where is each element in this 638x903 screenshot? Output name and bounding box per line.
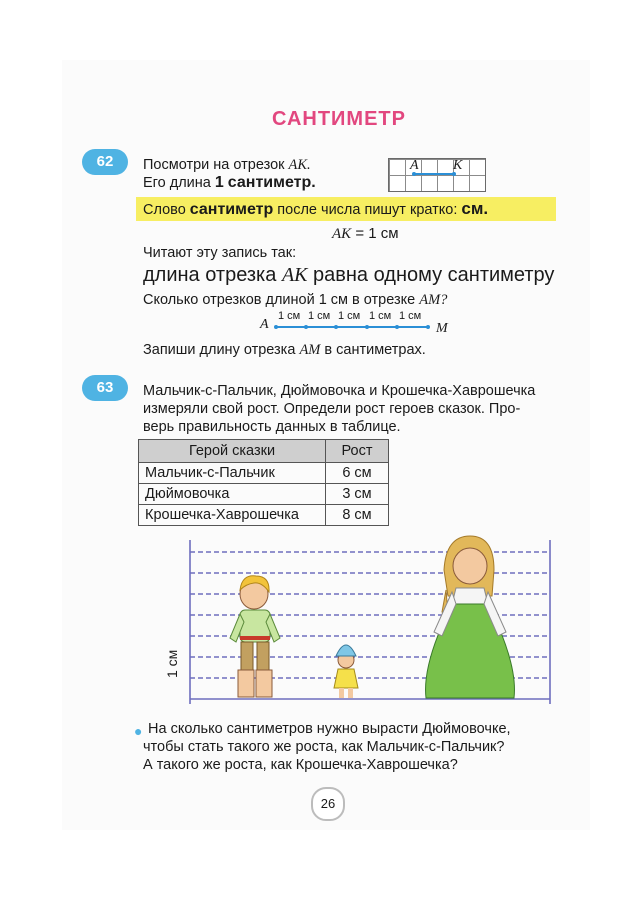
scale-label: 1 см	[164, 649, 180, 678]
read-big-line: длина отрезка АК равна одному сантиметру	[143, 264, 555, 286]
task-62-badge: 62	[82, 149, 128, 175]
table-row	[139, 463, 389, 484]
segment-mark: 1 см	[278, 310, 301, 322]
read-intro: Читают эту запись так:	[143, 245, 297, 261]
grid-label-a: A	[410, 158, 419, 173]
task-63-line-3: верь правильность данных в таблице.	[143, 419, 401, 435]
table-row	[139, 484, 389, 505]
bottom-question-line-3: А такого же роста, как Крошечка-Хаврошечка?	[143, 757, 458, 773]
grid-label-k: K	[453, 158, 463, 173]
table-cell-height: 6 см	[326, 463, 389, 484]
table-row	[139, 505, 389, 526]
task-63-line-1: Мальчик-с-Пальчик, Дюймовочка и Крошечка-Хаврошечка	[143, 383, 536, 399]
table-cell-hero: Мальчик-с-Пальчик	[139, 463, 326, 484]
task-63-line-2: измеряли свой рост. Определи рост героев сказок. Про-	[143, 401, 521, 417]
task-63-badge: 63	[82, 375, 128, 401]
table-header-row	[139, 440, 389, 463]
task-62-instruction: Запиши длину отрезка АМ в сантиметрах.	[143, 342, 426, 358]
segment-mark: 1 см	[369, 310, 392, 322]
bottom-question-line-2: чтобы стать такого же роста, как Мальчик-с-Пальчик?	[143, 739, 505, 755]
table-header-height: Рост	[326, 440, 389, 463]
bullet-icon: ●	[134, 723, 143, 739]
table-cell-height: 3 см	[326, 484, 389, 505]
grid-segment-ak	[388, 158, 486, 192]
task-62-line-1: Посмотри на отрезок АК.	[143, 157, 311, 173]
table-cell-height: 8 см	[326, 505, 389, 526]
segment-mark: 1 см	[308, 310, 331, 322]
height-chart-illustration	[170, 532, 562, 716]
table-header-hero: Герой сказки	[139, 440, 326, 463]
table-cell-hero: Дюймовочка	[139, 484, 326, 505]
segment-marks	[278, 310, 429, 322]
segment-mark: 1 см	[338, 310, 361, 322]
task-62-question: Сколько отрезков длиной 1 см в отрезке АМ?	[143, 292, 448, 308]
segment-mark: 1 см	[399, 310, 422, 322]
heroes-table	[138, 439, 389, 526]
page-title: САНТИМЕТР	[272, 108, 406, 130]
khavroshechka-figure	[426, 536, 515, 698]
segment-label-m: M	[436, 321, 448, 336]
bottom-question-line-1: На сколько сантиметров нужно вырасти Дюймовочке,	[148, 721, 511, 737]
task-62-line-2: Его длина 1 сантиметр.	[143, 174, 316, 191]
table-cell-hero: Крошечка-Хаврошечка	[139, 505, 326, 526]
rule-text: Слово сантиметр после числа пишут кратко: см.	[143, 199, 489, 218]
page-number: 26	[311, 787, 345, 821]
thumbelina-figure	[334, 645, 358, 698]
segment-label-a: A	[260, 317, 269, 332]
equation: AK = 1 см	[332, 225, 399, 242]
